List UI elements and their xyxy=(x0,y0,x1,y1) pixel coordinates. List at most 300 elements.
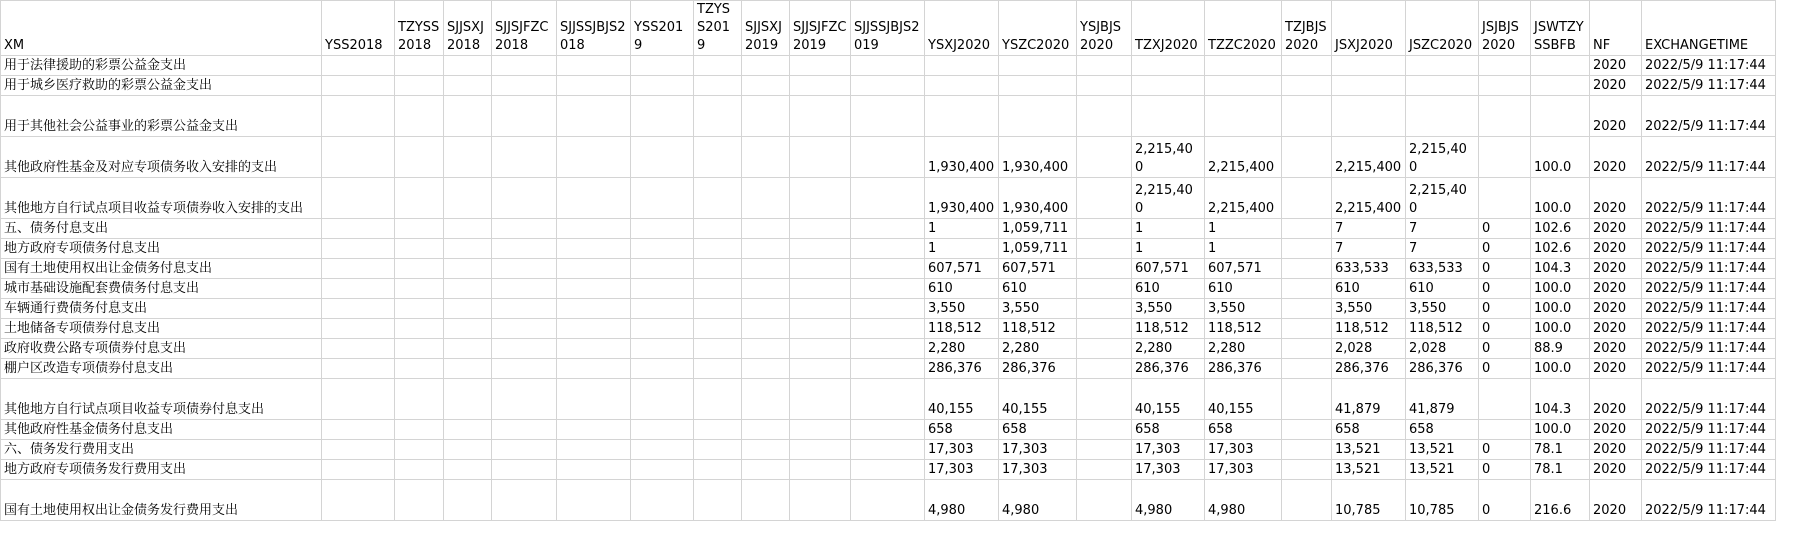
cell-nf[interactable]: 2020 xyxy=(1590,137,1642,178)
cell-sjjsxj2019[interactable] xyxy=(742,319,790,339)
cell-sjjssjbjs2018[interactable] xyxy=(557,379,631,420)
cell-jsxj2020[interactable]: 7 xyxy=(1332,219,1406,239)
cell-jswtzyssbfb[interactable] xyxy=(1531,76,1590,96)
cell-jsxj2020[interactable]: 286,376 xyxy=(1332,359,1406,379)
cell-ysxj2020[interactable]: 1,930,400 xyxy=(925,137,999,178)
cell-yss2018[interactable] xyxy=(322,480,395,521)
cell-nf[interactable]: 2020 xyxy=(1590,239,1642,259)
cell-jsjbjs2020[interactable]: 0 xyxy=(1479,239,1531,259)
cell-tzyss2018[interactable] xyxy=(395,359,444,379)
cell-sjjssjbjs2019[interactable] xyxy=(851,299,925,319)
cell-sjjsxj2018[interactable] xyxy=(444,279,492,299)
cell-jszc2020[interactable]: 118,512 xyxy=(1406,319,1479,339)
cell-tzxj2020[interactable]: 17,303 xyxy=(1132,440,1205,460)
cell-sjjsjfzc2018[interactable] xyxy=(492,359,557,379)
cell-ysxj2020[interactable]: 1,930,400 xyxy=(925,178,999,219)
cell-yss2018[interactable] xyxy=(322,219,395,239)
cell-tzyss2018[interactable] xyxy=(395,137,444,178)
cell-jsxj2020[interactable]: 7 xyxy=(1332,239,1406,259)
cell-nf[interactable]: 2020 xyxy=(1590,76,1642,96)
cell-yss2019[interactable] xyxy=(631,440,694,460)
cell-jswtzyssbfb[interactable]: 104.3 xyxy=(1531,259,1590,279)
cell-tzyss2019[interactable] xyxy=(694,299,742,319)
cell-jswtzyssbfb[interactable]: 102.6 xyxy=(1531,239,1590,259)
cell-sjjsjfzc2019[interactable] xyxy=(790,56,851,76)
cell-yss2019[interactable] xyxy=(631,56,694,76)
cell-tzxj2020[interactable]: 40,155 xyxy=(1132,379,1205,420)
cell-tzyss2019[interactable] xyxy=(694,219,742,239)
cell-yss2019[interactable] xyxy=(631,259,694,279)
cell-jsjbjs2020[interactable] xyxy=(1479,420,1531,440)
cell-sjjsjfzc2018[interactable] xyxy=(492,299,557,319)
cell-sjjsxj2019[interactable] xyxy=(742,56,790,76)
column-header-xm[interactable]: XM xyxy=(1,1,322,56)
cell-yss2019[interactable] xyxy=(631,219,694,239)
cell-tzzc2020[interactable]: 2,280 xyxy=(1205,339,1282,359)
cell-nf[interactable]: 2020 xyxy=(1590,339,1642,359)
cell-xm[interactable]: 棚户区改造专项债券付息支出 xyxy=(1,359,322,379)
cell-jsxj2020[interactable]: 10,785 xyxy=(1332,480,1406,521)
cell-exchangetime[interactable]: 2022/5/9 11:17:44 xyxy=(1642,359,1776,379)
cell-sjjsxj2018[interactable] xyxy=(444,239,492,259)
cell-ysxj2020[interactable]: 1 xyxy=(925,239,999,259)
cell-nf[interactable]: 2020 xyxy=(1590,359,1642,379)
cell-sjjsxj2019[interactable] xyxy=(742,76,790,96)
cell-xm[interactable]: 六、债务发行费用支出 xyxy=(1,440,322,460)
cell-sjjsjfzc2019[interactable] xyxy=(790,339,851,359)
cell-tzyss2019[interactable] xyxy=(694,359,742,379)
cell-sjjsxj2019[interactable] xyxy=(742,219,790,239)
cell-tzjbjs2020[interactable] xyxy=(1282,56,1332,76)
cell-tzzc2020[interactable]: 40,155 xyxy=(1205,379,1282,420)
cell-yss2018[interactable] xyxy=(322,137,395,178)
cell-tzyss2019[interactable] xyxy=(694,178,742,219)
cell-tzxj2020[interactable]: 1 xyxy=(1132,239,1205,259)
cell-xm[interactable]: 用于城乡医疗救助的彩票公益金支出 xyxy=(1,76,322,96)
cell-jsjbjs2020[interactable] xyxy=(1479,178,1531,219)
cell-jsjbjs2020[interactable]: 0 xyxy=(1479,259,1531,279)
cell-xm[interactable]: 其他政府性基金债务付息支出 xyxy=(1,420,322,440)
cell-tzxj2020[interactable]: 4,980 xyxy=(1132,480,1205,521)
cell-tzjbjs2020[interactable] xyxy=(1282,259,1332,279)
cell-sjjsjfzc2019[interactable] xyxy=(790,76,851,96)
cell-yss2018[interactable] xyxy=(322,359,395,379)
cell-sjjsxj2018[interactable] xyxy=(444,178,492,219)
cell-sjjsxj2018[interactable] xyxy=(444,460,492,480)
cell-tzyss2019[interactable] xyxy=(694,239,742,259)
cell-tzxj2020[interactable] xyxy=(1132,76,1205,96)
cell-jsxj2020[interactable]: 13,521 xyxy=(1332,460,1406,480)
cell-yszc2020[interactable]: 658 xyxy=(999,420,1077,440)
cell-sjjssjbjs2019[interactable] xyxy=(851,279,925,299)
cell-sjjssjbjs2019[interactable] xyxy=(851,440,925,460)
cell-sjjsjfzc2019[interactable] xyxy=(790,299,851,319)
cell-sjjsjfzc2018[interactable] xyxy=(492,76,557,96)
cell-sjjsxj2019[interactable] xyxy=(742,480,790,521)
cell-tzyss2019[interactable] xyxy=(694,440,742,460)
cell-tzjbjs2020[interactable] xyxy=(1282,359,1332,379)
column-header-sjjssjbjs2019[interactable]: SJJSSJBJS2019 xyxy=(851,1,925,56)
cell-yszc2020[interactable]: 40,155 xyxy=(999,379,1077,420)
cell-tzzc2020[interactable]: 607,571 xyxy=(1205,259,1282,279)
cell-sjjssjbjs2018[interactable] xyxy=(557,420,631,440)
cell-exchangetime[interactable]: 2022/5/9 11:17:44 xyxy=(1642,420,1776,440)
cell-ysxj2020[interactable] xyxy=(925,56,999,76)
cell-ysxj2020[interactable]: 40,155 xyxy=(925,379,999,420)
cell-jszc2020[interactable]: 633,533 xyxy=(1406,259,1479,279)
cell-tzxj2020[interactable]: 2,280 xyxy=(1132,339,1205,359)
cell-sjjsjfzc2018[interactable] xyxy=(492,137,557,178)
cell-ysjbjs2020[interactable] xyxy=(1077,319,1132,339)
cell-ysxj2020[interactable]: 4,980 xyxy=(925,480,999,521)
cell-tzzc2020[interactable]: 286,376 xyxy=(1205,359,1282,379)
cell-sjjssjbjs2019[interactable] xyxy=(851,56,925,76)
cell-jszc2020[interactable]: 610 xyxy=(1406,279,1479,299)
cell-tzxj2020[interactable]: 3,550 xyxy=(1132,299,1205,319)
cell-tzyss2019[interactable] xyxy=(694,76,742,96)
cell-jswtzyssbfb[interactable]: 100.0 xyxy=(1531,137,1590,178)
cell-sjjsxj2018[interactable] xyxy=(444,319,492,339)
cell-tzzc2020[interactable]: 1 xyxy=(1205,219,1282,239)
cell-yszc2020[interactable]: 1,059,711 xyxy=(999,219,1077,239)
cell-jszc2020[interactable] xyxy=(1406,56,1479,76)
cell-tzyss2018[interactable] xyxy=(395,460,444,480)
cell-sjjsjfzc2018[interactable] xyxy=(492,319,557,339)
cell-jsjbjs2020[interactable]: 0 xyxy=(1479,460,1531,480)
cell-sjjssjbjs2019[interactable] xyxy=(851,339,925,359)
cell-tzxj2020[interactable]: 610 xyxy=(1132,279,1205,299)
cell-jswtzyssbfb[interactable]: 100.0 xyxy=(1531,178,1590,219)
cell-jszc2020[interactable]: 7 xyxy=(1406,219,1479,239)
cell-tzzc2020[interactable] xyxy=(1205,76,1282,96)
cell-sjjsjfzc2018[interactable] xyxy=(492,440,557,460)
cell-jswtzyssbfb[interactable]: 104.3 xyxy=(1531,379,1590,420)
cell-nf[interactable]: 2020 xyxy=(1590,379,1642,420)
cell-yss2018[interactable] xyxy=(322,440,395,460)
cell-ysxj2020[interactable] xyxy=(925,76,999,96)
cell-exchangetime[interactable]: 2022/5/9 11:17:44 xyxy=(1642,137,1776,178)
cell-tzyss2018[interactable] xyxy=(395,440,444,460)
cell-sjjssjbjs2018[interactable] xyxy=(557,319,631,339)
cell-sjjssjbjs2018[interactable] xyxy=(557,239,631,259)
cell-sjjsxj2019[interactable] xyxy=(742,239,790,259)
cell-jswtzyssbfb[interactable]: 78.1 xyxy=(1531,440,1590,460)
cell-sjjssjbjs2019[interactable] xyxy=(851,259,925,279)
cell-jszc2020[interactable]: 286,376 xyxy=(1406,359,1479,379)
cell-sjjsxj2018[interactable] xyxy=(444,219,492,239)
cell-exchangetime[interactable]: 2022/5/9 11:17:44 xyxy=(1642,96,1776,137)
cell-xm[interactable]: 五、债务付息支出 xyxy=(1,219,322,239)
cell-yszc2020[interactable]: 2,280 xyxy=(999,339,1077,359)
cell-tzyss2018[interactable] xyxy=(395,76,444,96)
cell-ysxj2020[interactable]: 1 xyxy=(925,219,999,239)
cell-xm[interactable]: 用于其他社会公益事业的彩票公益金支出 xyxy=(1,96,322,137)
cell-xm[interactable]: 用于法律援助的彩票公益金支出 xyxy=(1,56,322,76)
column-header-ysjbjs2020[interactable]: YSJBJS2020 xyxy=(1077,1,1132,56)
cell-exchangetime[interactable]: 2022/5/9 11:17:44 xyxy=(1642,379,1776,420)
cell-tzxj2020[interactable]: 1 xyxy=(1132,219,1205,239)
cell-sjjssjbjs2019[interactable] xyxy=(851,379,925,420)
cell-yss2019[interactable] xyxy=(631,460,694,480)
cell-sjjsjfzc2019[interactable] xyxy=(790,319,851,339)
cell-sjjsjfzc2019[interactable] xyxy=(790,460,851,480)
cell-exchangetime[interactable]: 2022/5/9 11:17:44 xyxy=(1642,219,1776,239)
cell-jsxj2020[interactable]: 658 xyxy=(1332,420,1406,440)
cell-yszc2020[interactable]: 1,059,711 xyxy=(999,239,1077,259)
cell-tzyss2018[interactable] xyxy=(395,259,444,279)
cell-sjjsjfzc2018[interactable] xyxy=(492,259,557,279)
column-header-sjjsxj2018[interactable]: SJJSXJ2018 xyxy=(444,1,492,56)
cell-tzjbjs2020[interactable] xyxy=(1282,440,1332,460)
cell-sjjsxj2019[interactable] xyxy=(742,259,790,279)
cell-ysxj2020[interactable]: 17,303 xyxy=(925,460,999,480)
cell-sjjsxj2019[interactable] xyxy=(742,339,790,359)
cell-tzzc2020[interactable] xyxy=(1205,56,1282,76)
cell-tzyss2018[interactable] xyxy=(395,96,444,137)
cell-yss2018[interactable] xyxy=(322,420,395,440)
cell-sjjsxj2018[interactable] xyxy=(444,359,492,379)
cell-tzzc2020[interactable]: 4,980 xyxy=(1205,480,1282,521)
cell-tzxj2020[interactable]: 2,215,400 xyxy=(1132,178,1205,219)
cell-jszc2020[interactable]: 3,550 xyxy=(1406,299,1479,319)
column-header-jswtzyssbfb[interactable]: JSWTZYSSBFB xyxy=(1531,1,1590,56)
cell-jszc2020[interactable]: 2,215,400 xyxy=(1406,178,1479,219)
column-header-tzyss2019[interactable]: TZYSS2019 xyxy=(694,1,742,56)
cell-jszc2020[interactable]: 10,785 xyxy=(1406,480,1479,521)
cell-yss2018[interactable] xyxy=(322,239,395,259)
cell-sjjsjfzc2019[interactable] xyxy=(790,480,851,521)
cell-sjjssjbjs2019[interactable] xyxy=(851,359,925,379)
cell-jsjbjs2020[interactable]: 0 xyxy=(1479,299,1531,319)
cell-ysjbjs2020[interactable] xyxy=(1077,359,1132,379)
cell-ysjbjs2020[interactable] xyxy=(1077,339,1132,359)
cell-sjjsjfzc2019[interactable] xyxy=(790,259,851,279)
cell-jsxj2020[interactable] xyxy=(1332,56,1406,76)
cell-sjjssjbjs2019[interactable] xyxy=(851,480,925,521)
cell-yszc2020[interactable] xyxy=(999,76,1077,96)
cell-sjjsxj2018[interactable] xyxy=(444,76,492,96)
cell-tzyss2019[interactable] xyxy=(694,460,742,480)
cell-tzzc2020[interactable]: 17,303 xyxy=(1205,440,1282,460)
cell-jswtzyssbfb[interactable]: 100.0 xyxy=(1531,299,1590,319)
cell-sjjsxj2019[interactable] xyxy=(742,178,790,219)
column-header-jsjbjs2020[interactable]: JSJBJS2020 xyxy=(1479,1,1531,56)
cell-jswtzyssbfb[interactable]: 100.0 xyxy=(1531,319,1590,339)
cell-yss2018[interactable] xyxy=(322,96,395,137)
cell-sjjsjfzc2019[interactable] xyxy=(790,96,851,137)
cell-tzyss2018[interactable] xyxy=(395,279,444,299)
cell-jsjbjs2020[interactable] xyxy=(1479,137,1531,178)
cell-sjjsxj2018[interactable] xyxy=(444,480,492,521)
cell-ysxj2020[interactable]: 118,512 xyxy=(925,319,999,339)
cell-yss2018[interactable] xyxy=(322,299,395,319)
cell-tzzc2020[interactable]: 2,215,400 xyxy=(1205,178,1282,219)
cell-yss2019[interactable] xyxy=(631,299,694,319)
cell-sjjsxj2018[interactable] xyxy=(444,440,492,460)
cell-nf[interactable]: 2020 xyxy=(1590,319,1642,339)
cell-ysjbjs2020[interactable] xyxy=(1077,219,1132,239)
cell-sjjssjbjs2018[interactable] xyxy=(557,96,631,137)
cell-xm[interactable]: 其他地方自行试点项目收益专项债券付息支出 xyxy=(1,379,322,420)
cell-tzyss2018[interactable] xyxy=(395,379,444,420)
cell-ysjbjs2020[interactable] xyxy=(1077,440,1132,460)
cell-jswtzyssbfb[interactable]: 102.6 xyxy=(1531,219,1590,239)
cell-jszc2020[interactable] xyxy=(1406,76,1479,96)
cell-sjjssjbjs2018[interactable] xyxy=(557,460,631,480)
cell-jszc2020[interactable]: 7 xyxy=(1406,239,1479,259)
cell-exchangetime[interactable]: 2022/5/9 11:17:44 xyxy=(1642,279,1776,299)
cell-exchangetime[interactable]: 2022/5/9 11:17:44 xyxy=(1642,239,1776,259)
cell-tzyss2018[interactable] xyxy=(395,219,444,239)
cell-tzjbjs2020[interactable] xyxy=(1282,178,1332,219)
cell-exchangetime[interactable]: 2022/5/9 11:17:44 xyxy=(1642,480,1776,521)
column-header-sjjsjfzc2019[interactable]: SJJSJFZC2019 xyxy=(790,1,851,56)
cell-yszc2020[interactable]: 1,930,400 xyxy=(999,178,1077,219)
cell-exchangetime[interactable]: 2022/5/9 11:17:44 xyxy=(1642,178,1776,219)
cell-sjjsxj2018[interactable] xyxy=(444,339,492,359)
cell-yss2018[interactable] xyxy=(322,56,395,76)
cell-tzxj2020[interactable] xyxy=(1132,56,1205,76)
cell-jsxj2020[interactable]: 2,215,400 xyxy=(1332,178,1406,219)
cell-sjjsxj2019[interactable] xyxy=(742,460,790,480)
cell-tzjbjs2020[interactable] xyxy=(1282,279,1332,299)
cell-jsxj2020[interactable]: 3,550 xyxy=(1332,299,1406,319)
cell-tzyss2018[interactable] xyxy=(395,56,444,76)
cell-nf[interactable]: 2020 xyxy=(1590,480,1642,521)
cell-sjjssjbjs2019[interactable] xyxy=(851,219,925,239)
cell-jszc2020[interactable]: 13,521 xyxy=(1406,460,1479,480)
cell-yss2018[interactable] xyxy=(322,319,395,339)
column-header-tzjbjs2020[interactable]: TZJBJS2020 xyxy=(1282,1,1332,56)
cell-yszc2020[interactable] xyxy=(999,96,1077,137)
cell-sjjssjbjs2018[interactable] xyxy=(557,259,631,279)
cell-exchangetime[interactable]: 2022/5/9 11:17:44 xyxy=(1642,440,1776,460)
column-header-sjjsjfzc2018[interactable]: SJJSJFZC2018 xyxy=(492,1,557,56)
cell-jsxj2020[interactable]: 2,028 xyxy=(1332,339,1406,359)
column-header-sjjsxj2019[interactable]: SJJSXJ2019 xyxy=(742,1,790,56)
cell-xm[interactable]: 车辆通行费债务付息支出 xyxy=(1,299,322,319)
cell-jszc2020[interactable] xyxy=(1406,96,1479,137)
cell-yss2018[interactable] xyxy=(322,259,395,279)
cell-nf[interactable]: 2020 xyxy=(1590,259,1642,279)
column-header-yss2018[interactable]: YSS2018 xyxy=(322,1,395,56)
cell-jswtzyssbfb[interactable]: 100.0 xyxy=(1531,420,1590,440)
cell-sjjsxj2018[interactable] xyxy=(444,299,492,319)
cell-xm[interactable]: 地方政府专项债务发行费用支出 xyxy=(1,460,322,480)
cell-jszc2020[interactable]: 13,521 xyxy=(1406,440,1479,460)
cell-xm[interactable]: 地方政府专项债务付息支出 xyxy=(1,239,322,259)
cell-jswtzyssbfb[interactable]: 216.6 xyxy=(1531,480,1590,521)
cell-yss2018[interactable] xyxy=(322,460,395,480)
cell-exchangetime[interactable]: 2022/5/9 11:17:44 xyxy=(1642,259,1776,279)
cell-nf[interactable]: 2020 xyxy=(1590,178,1642,219)
cell-nf[interactable]: 2020 xyxy=(1590,279,1642,299)
cell-tzjbjs2020[interactable] xyxy=(1282,96,1332,137)
cell-yss2019[interactable] xyxy=(631,339,694,359)
cell-nf[interactable]: 2020 xyxy=(1590,56,1642,76)
cell-xm[interactable]: 国有土地使用权出让金债务付息支出 xyxy=(1,259,322,279)
cell-sjjsxj2018[interactable] xyxy=(444,379,492,420)
cell-jswtzyssbfb[interactable]: 88.9 xyxy=(1531,339,1590,359)
cell-tzzc2020[interactable]: 658 xyxy=(1205,420,1282,440)
cell-sjjsxj2019[interactable] xyxy=(742,96,790,137)
cell-jsxj2020[interactable]: 633,533 xyxy=(1332,259,1406,279)
cell-sjjsxj2018[interactable] xyxy=(444,96,492,137)
cell-ysjbjs2020[interactable] xyxy=(1077,96,1132,137)
cell-yszc2020[interactable]: 118,512 xyxy=(999,319,1077,339)
cell-yszc2020[interactable]: 3,550 xyxy=(999,299,1077,319)
cell-ysxj2020[interactable]: 607,571 xyxy=(925,259,999,279)
cell-jsjbjs2020[interactable]: 0 xyxy=(1479,279,1531,299)
cell-tzjbjs2020[interactable] xyxy=(1282,319,1332,339)
cell-exchangetime[interactable]: 2022/5/9 11:17:44 xyxy=(1642,56,1776,76)
cell-yszc2020[interactable]: 4,980 xyxy=(999,480,1077,521)
cell-tzjbjs2020[interactable] xyxy=(1282,379,1332,420)
cell-sjjsjfzc2018[interactable] xyxy=(492,178,557,219)
cell-sjjsjfzc2019[interactable] xyxy=(790,137,851,178)
cell-yszc2020[interactable] xyxy=(999,56,1077,76)
cell-yszc2020[interactable]: 607,571 xyxy=(999,259,1077,279)
cell-sjjssjbjs2019[interactable] xyxy=(851,319,925,339)
cell-exchangetime[interactable]: 2022/5/9 11:17:44 xyxy=(1642,460,1776,480)
cell-ysjbjs2020[interactable] xyxy=(1077,56,1132,76)
cell-sjjssjbjs2019[interactable] xyxy=(851,96,925,137)
cell-jsxj2020[interactable]: 2,215,400 xyxy=(1332,137,1406,178)
cell-tzxj2020[interactable]: 607,571 xyxy=(1132,259,1205,279)
cell-tzyss2019[interactable] xyxy=(694,137,742,178)
cell-xm[interactable]: 国有土地使用权出让金债务发行费用支出 xyxy=(1,480,322,521)
cell-sjjsxj2018[interactable] xyxy=(444,420,492,440)
cell-nf[interactable]: 2020 xyxy=(1590,299,1642,319)
cell-ysjbjs2020[interactable] xyxy=(1077,137,1132,178)
column-header-jsxj2020[interactable]: JSXJ2020 xyxy=(1332,1,1406,56)
cell-jsjbjs2020[interactable] xyxy=(1479,56,1531,76)
column-header-sjjssjbjs2018[interactable]: SJJSSJBJS2018 xyxy=(557,1,631,56)
cell-tzzc2020[interactable]: 1 xyxy=(1205,239,1282,259)
cell-sjjsjfzc2018[interactable] xyxy=(492,480,557,521)
cell-ysxj2020[interactable]: 658 xyxy=(925,420,999,440)
cell-nf[interactable]: 2020 xyxy=(1590,460,1642,480)
cell-sjjsjfzc2018[interactable] xyxy=(492,96,557,137)
cell-ysjbjs2020[interactable] xyxy=(1077,460,1132,480)
cell-nf[interactable]: 2020 xyxy=(1590,96,1642,137)
cell-sjjssjbjs2018[interactable] xyxy=(557,137,631,178)
cell-jsjbjs2020[interactable] xyxy=(1479,96,1531,137)
cell-jswtzyssbfb[interactable] xyxy=(1531,96,1590,137)
cell-jsjbjs2020[interactable]: 0 xyxy=(1479,440,1531,460)
cell-jsxj2020[interactable]: 41,879 xyxy=(1332,379,1406,420)
cell-jswtzyssbfb[interactable]: 100.0 xyxy=(1531,279,1590,299)
cell-sjjssjbjs2018[interactable] xyxy=(557,299,631,319)
cell-yss2018[interactable] xyxy=(322,279,395,299)
cell-tzxj2020[interactable] xyxy=(1132,96,1205,137)
cell-tzxj2020[interactable]: 2,215,400 xyxy=(1132,137,1205,178)
cell-sjjsxj2019[interactable] xyxy=(742,137,790,178)
cell-tzzc2020[interactable]: 17,303 xyxy=(1205,460,1282,480)
cell-ysxj2020[interactable] xyxy=(925,96,999,137)
cell-sjjsxj2018[interactable] xyxy=(444,259,492,279)
cell-ysjbjs2020[interactable] xyxy=(1077,239,1132,259)
cell-ysjbjs2020[interactable] xyxy=(1077,259,1132,279)
column-header-ysxj2020[interactable]: YSXJ2020 xyxy=(925,1,999,56)
cell-ysxj2020[interactable]: 2,280 xyxy=(925,339,999,359)
column-header-yszc2020[interactable]: YSZC2020 xyxy=(999,1,1077,56)
cell-jsjbjs2020[interactable] xyxy=(1479,76,1531,96)
cell-tzyss2019[interactable] xyxy=(694,379,742,420)
cell-tzyss2018[interactable] xyxy=(395,239,444,259)
cell-sjjsxj2019[interactable] xyxy=(742,279,790,299)
cell-sjjsxj2018[interactable] xyxy=(444,137,492,178)
